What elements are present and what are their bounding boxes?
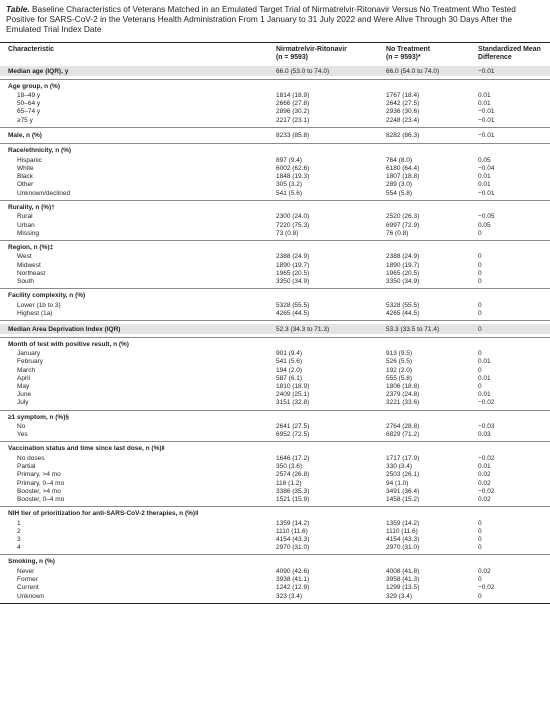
- no-treatment-value: 6997 (72.9): [386, 221, 420, 229]
- no-treatment-value: 2936 (30.6): [386, 108, 420, 116]
- smd-value: 0: [478, 301, 482, 309]
- smd-value: 0: [478, 325, 482, 333]
- smd-value: −0.01: [478, 132, 495, 140]
- row-label: No doses: [17, 454, 45, 462]
- smd-value: −0.01: [478, 116, 495, 124]
- smd-value: −0.02: [478, 399, 495, 407]
- no-treatment-value: 1890 (19.7): [386, 261, 420, 269]
- nirmatrelvir-value: 897 (9.4): [276, 156, 303, 164]
- row-label: Urban: [17, 221, 35, 229]
- nirmatrelvir-value: 3350 (34.9): [276, 278, 310, 285]
- no-treatment-value: 554 (5.8): [386, 189, 413, 197]
- no-treatment-value: 330 (3.4): [386, 463, 413, 471]
- section-divider: [0, 79, 550, 80]
- no-treatment-value: 192 (2.0): [386, 366, 413, 374]
- section-divider: [0, 240, 550, 241]
- row-label: Booster, >4 mo: [17, 487, 61, 495]
- nirmatrelvir-value: 2300 (24.0): [276, 213, 310, 221]
- section-divider: [0, 410, 550, 411]
- no-treatment-value: 1458 (15.2): [386, 495, 420, 503]
- nirmatrelvir-value: 5328 (55.5): [276, 301, 310, 309]
- nirmatrelvir-value: 194 (2.0): [276, 366, 303, 374]
- nirmatrelvir-value: 1359 (14.2): [276, 519, 310, 527]
- row-label: Hispanic: [17, 156, 42, 164]
- nirmatrelvir-value: 73 (0.8): [276, 229, 299, 237]
- nirmatrelvir-value: 116 (1.2): [276, 479, 302, 487]
- row-label: Midwest: [17, 261, 41, 269]
- no-treatment-value: 526 (5.5): [386, 358, 413, 366]
- no-treatment-value: 66.0 (54.0 to 74.0): [386, 67, 440, 75]
- no-treatment-value: 2970 (31.0): [386, 544, 420, 552]
- smd-value: 0.03: [478, 431, 491, 439]
- group-label: Rurality, n (%)†: [8, 203, 55, 211]
- group-label: Month of test with positive result, n (%): [8, 340, 129, 348]
- no-treatment-value: 764 (8.0): [386, 156, 413, 164]
- smd-value: 0: [478, 253, 482, 261]
- row-label: No: [17, 423, 26, 430]
- nirmatrelvir-value: 541 (5.6): [276, 358, 303, 366]
- row-label: January: [17, 350, 41, 358]
- row-label: ≥75 y: [17, 116, 33, 124]
- row-label: July: [17, 399, 29, 407]
- smd-value: 0: [478, 576, 482, 584]
- nirmatrelvir-value: 1810 (18.9): [276, 382, 310, 390]
- group-label: ≥1 symptom, n (%)§: [8, 413, 69, 421]
- smd-value: 0: [478, 519, 482, 527]
- row-label: Male, n (%): [8, 132, 42, 140]
- nirmatrelvir-value: 901 (9.4): [276, 350, 303, 358]
- no-treatment-value: 3491 (36.4): [386, 487, 420, 495]
- nirmatrelvir-value: 323 (3.4): [276, 592, 303, 600]
- header-nirmatrelvir: Nirmatrelvir-Ritonavir (n = 9593): [276, 46, 347, 62]
- nirmatrelvir-value: 7220 (75.3): [276, 221, 310, 229]
- row-label: Median Area Deprivation Index (IQR): [8, 325, 121, 333]
- section-divider: [0, 320, 550, 321]
- section-divider: [0, 337, 550, 338]
- nirmatrelvir-value: 8233 (85.8): [276, 132, 310, 140]
- row-label: Highest (1a): [17, 309, 53, 317]
- smd-value: 0: [478, 278, 482, 285]
- smd-value: 0: [478, 544, 482, 552]
- smd-value: 0.01: [478, 92, 491, 99]
- no-treatment-value: 1767 (18.4): [386, 92, 420, 99]
- row-label: Never: [17, 567, 35, 575]
- nirmatrelvir-value: 66.0 (53.0 to 74.0): [276, 67, 330, 75]
- smd-value: 0.01: [478, 358, 491, 366]
- group-label: Facility complexity, n (%): [8, 292, 86, 300]
- no-treatment-value: 289 (3.0): [386, 181, 413, 189]
- no-treatment-value: 555 (5.8): [386, 374, 413, 382]
- no-treatment-value: 1806 (18.8): [386, 382, 420, 390]
- smd-value: 0.01: [478, 463, 491, 471]
- smd-value: −0.01: [478, 67, 495, 75]
- no-treatment-value: 329 (3.4): [386, 592, 413, 600]
- nirmatrelvir-value: 1848 (19.3): [276, 173, 310, 181]
- no-treatment-value: 1807 (18.8): [386, 173, 420, 181]
- no-treatment-value: 2764 (28.8): [386, 423, 420, 430]
- nirmatrelvir-value: 2409 (25.1): [276, 391, 310, 399]
- row-label: Missing: [17, 229, 40, 237]
- smd-value: 0: [478, 229, 482, 237]
- nirmatrelvir-value: 350 (3.6): [276, 463, 303, 471]
- section-divider: [0, 554, 550, 555]
- header-characteristic: Characteristic: [8, 46, 54, 53]
- header-no-treatment: No Treatment (n = 9593)*: [386, 46, 431, 62]
- row-label: Booster, 0–4 mo: [17, 495, 65, 503]
- no-treatment-value: 1717 (17.9): [386, 454, 420, 462]
- group-label: Smoking, n (%): [8, 558, 55, 566]
- no-treatment-value: 1110 (11.6): [386, 527, 418, 535]
- row-label: Unknown/declined: [17, 189, 71, 197]
- section-divider: [0, 288, 550, 289]
- smd-value: 0.01: [478, 100, 491, 108]
- nirmatrelvir-value: 6002 (62.6): [276, 165, 310, 172]
- row-label: 50–64 y: [17, 100, 41, 108]
- row-label: Former: [17, 576, 38, 584]
- nirmatrelvir-value: 4154 (43.3): [276, 536, 310, 543]
- nirmatrelvir-value: 1521 (15.9): [276, 495, 310, 503]
- row-label: Median age (IQR), y: [8, 67, 69, 75]
- nirmatrelvir-value: 1890 (19.7): [276, 261, 310, 269]
- table-caption: [6, 4, 546, 35]
- smd-value: −0.01: [478, 189, 495, 197]
- group-label: Vaccination status and time since last dose, n (%)‖: [8, 445, 165, 453]
- nirmatrelvir-value: 4090 (42.6): [276, 567, 310, 575]
- row-label: Other: [17, 181, 34, 189]
- smd-value: 0.05: [478, 221, 491, 229]
- nirmatrelvir-value: 2574 (26.8): [276, 471, 310, 479]
- row-label: March: [17, 366, 36, 374]
- row-shading: [0, 66, 550, 76]
- nirmatrelvir-value: 3938 (41.1): [276, 576, 310, 584]
- row-label: 65–74 y: [17, 108, 41, 116]
- no-treatment-value: 1359 (14.2): [386, 519, 420, 527]
- no-treatment-value: 5328 (55.5): [386, 301, 420, 309]
- smd-value: 0: [478, 536, 482, 543]
- nirmatrelvir-value: 2388 (24.9): [276, 253, 310, 261]
- no-treatment-value: 6180 (64.4): [386, 165, 420, 172]
- nirmatrelvir-value: 1814 (18.9): [276, 92, 310, 99]
- nirmatrelvir-value: 541 (5.6): [276, 189, 303, 197]
- row-label: Rural: [17, 213, 33, 221]
- nirmatrelvir-value: 2666 (27.8): [276, 100, 310, 108]
- row-label: 4: [17, 544, 21, 552]
- nirmatrelvir-value: 1646 (17.2): [276, 454, 310, 462]
- no-treatment-value: 6829 (71.2): [386, 431, 420, 439]
- smd-value: 0.02: [478, 471, 491, 479]
- smd-value: −0.02: [478, 584, 495, 592]
- smd-value: −0.04: [478, 165, 495, 172]
- nirmatrelvir-value: 2641 (27.5): [276, 423, 310, 430]
- caption-label: Table.: [6, 4, 30, 14]
- smd-value: 0.02: [478, 567, 491, 575]
- row-label: Partial: [17, 463, 36, 471]
- row-label: 2: [17, 527, 21, 535]
- section-divider: [0, 506, 550, 507]
- row-label: West: [17, 253, 32, 261]
- row-label: Northeast: [17, 269, 46, 277]
- section-divider: [0, 127, 550, 128]
- row-label: May: [17, 382, 30, 390]
- header-smd: Standardized Mean Difference: [478, 46, 541, 62]
- smd-value: −0.03: [478, 423, 495, 430]
- smd-value: 0.01: [478, 391, 491, 399]
- row-label: Yes: [17, 431, 28, 439]
- row-label: Primary, 0–4 mo: [17, 479, 65, 487]
- smd-value: 0.01: [478, 181, 491, 189]
- table-bottom-rule: [0, 603, 550, 604]
- smd-value: 0.01: [478, 173, 491, 181]
- nirmatrelvir-value: 1965 (20.5): [276, 269, 310, 277]
- no-treatment-value: 3221 (33.6): [386, 399, 420, 407]
- no-treatment-value: 3350 (34.9): [386, 278, 420, 285]
- section-divider: [0, 143, 550, 144]
- group-label: Race/ethnicity, n (%): [8, 147, 72, 155]
- smd-value: 0: [478, 269, 482, 277]
- group-label: NIH tier of prioritization for anti-SARS-CoV-2 therapies, n (%)‖: [8, 510, 199, 518]
- group-label: Age group, n (%): [8, 82, 60, 90]
- row-label: February: [17, 358, 44, 366]
- smd-value: 0.05: [478, 156, 491, 164]
- nirmatrelvir-value: 1242 (12.9): [276, 584, 310, 592]
- row-label: Primary, >4 mo: [17, 471, 61, 479]
- row-label: Current: [17, 584, 39, 592]
- row-label: Lower (1b to 3): [17, 301, 61, 309]
- row-label: 3: [17, 536, 21, 543]
- row-label: Unknown: [17, 592, 45, 600]
- no-treatment-value: 4265 (44.5): [386, 309, 420, 317]
- no-treatment-value: 2503 (26.1): [386, 471, 420, 479]
- nirmatrelvir-value: 2217 (23.1): [276, 116, 310, 124]
- caption-text: Baseline Characteristics of Veterans Matched in an Emulated Target Trial of Nirmatrelvir-Ritonavir Versus No Treatment Who Tested Positive for SARS-CoV-2 in the Veterans Health Administration From 1 January to 31 July 2022 and Were Alive Through 30 Days After the Emulated Trial Index Date: [6, 4, 516, 35]
- row-label: June: [17, 391, 32, 399]
- table-header: [0, 42, 550, 68]
- no-treatment-value: 2379 (24.8): [386, 391, 420, 399]
- row-label: April: [17, 374, 31, 382]
- smd-value: 0.02: [478, 479, 491, 487]
- smd-value: 0: [478, 366, 482, 374]
- section-divider: [0, 441, 550, 442]
- no-treatment-value: 53.3 (33.5 to 71.4): [386, 325, 440, 333]
- no-treatment-value: 913 (9.5): [386, 350, 413, 358]
- nirmatrelvir-value: 3151 (32.8): [276, 399, 310, 407]
- smd-value: −0.05: [478, 213, 495, 221]
- smd-value: 0: [478, 261, 482, 269]
- no-treatment-value: 76 (0.8): [386, 229, 409, 237]
- no-treatment-value: 4154 (43.3): [386, 536, 420, 543]
- smd-value: 0.01: [478, 374, 491, 382]
- smd-value: −0.02: [478, 487, 495, 495]
- row-label: 18–49 y: [17, 92, 41, 99]
- smd-value: −0.02: [478, 454, 495, 462]
- nirmatrelvir-value: 3386 (35.3): [276, 487, 310, 495]
- nirmatrelvir-value: 1110 (11.6): [276, 527, 308, 535]
- smd-value: 0: [478, 309, 482, 317]
- smd-value: 0: [478, 350, 482, 358]
- nirmatrelvir-value: 587 (6.1): [276, 374, 303, 382]
- smd-value: −0.01: [478, 108, 495, 116]
- smd-value: 0: [478, 592, 482, 600]
- section-divider: [0, 200, 550, 201]
- smd-value: 0.02: [478, 495, 491, 503]
- row-label: 1: [17, 519, 21, 527]
- no-treatment-value: 2520 (26.3): [386, 213, 420, 221]
- row-label: White: [17, 165, 34, 172]
- smd-value: 0: [478, 382, 482, 390]
- row-label: Black: [17, 173, 33, 181]
- nirmatrelvir-value: 305 (3.2): [276, 181, 303, 189]
- no-treatment-value: 2248 (23.4): [386, 116, 420, 124]
- no-treatment-value: 3958 (41.3): [386, 576, 420, 584]
- row-label: South: [17, 278, 34, 285]
- no-treatment-value: 1299 (13.5): [386, 584, 420, 592]
- nirmatrelvir-value: 2970 (31.0): [276, 544, 310, 552]
- group-label: Region, n (%)‡: [8, 243, 54, 251]
- nirmatrelvir-value: 2896 (30.2): [276, 108, 310, 116]
- nirmatrelvir-value: 52.3 (34.3 to 71.3): [276, 325, 330, 333]
- no-treatment-value: 2642 (27.5): [386, 100, 420, 108]
- no-treatment-value: 4008 (41.8): [386, 567, 420, 575]
- no-treatment-value: 8282 (86.3): [386, 132, 420, 140]
- nirmatrelvir-value: 6952 (72.5): [276, 431, 310, 439]
- no-treatment-value: 94 (1.0): [386, 479, 409, 487]
- smd-value: 0: [478, 527, 482, 535]
- no-treatment-value: 2388 (24.9): [386, 253, 420, 261]
- nirmatrelvir-value: 4265 (44.5): [276, 309, 310, 317]
- no-treatment-value: 1965 (20.5): [386, 269, 420, 277]
